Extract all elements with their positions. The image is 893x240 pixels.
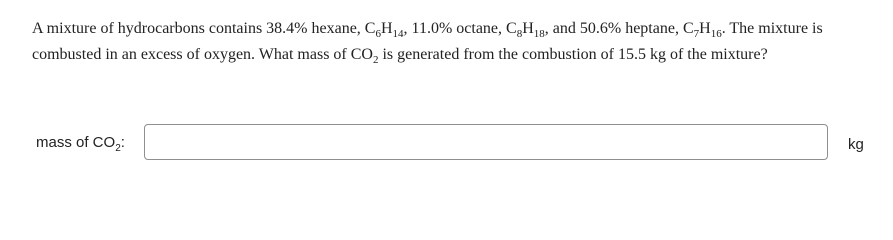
mass-co2-input[interactable] [144,124,828,160]
hexane-carbon-subscript: 6 [375,28,381,40]
unit-label: kg [848,136,864,153]
heptane-carbon-subscript: 7 [693,28,700,40]
hexane-hydrogen-subscript: 14 [392,28,404,40]
co2-subscript: 2 [372,54,379,66]
octane-carbon-subscript: 8 [516,28,523,40]
octane-hydrogen-subscript: 18 [533,28,545,40]
question-text: A mixture of hydrocarbons contains 38.4% hexane, $C_6H_{14}$, 11.0% octane, $C_8H_{18}$, and 50.6% heptane, $C_7H_{16}$. The mixture is combusted in an excess of oxygen. What mass of $CO_2$ is generated from the combustion of 15.5 kg of the mixture? [32,20,823,66]
answer-label: mass of $CO_2$: [36,134,125,154]
heptane-hydrogen-subscript: 16 [710,28,722,40]
answer-row [36,123,876,163]
